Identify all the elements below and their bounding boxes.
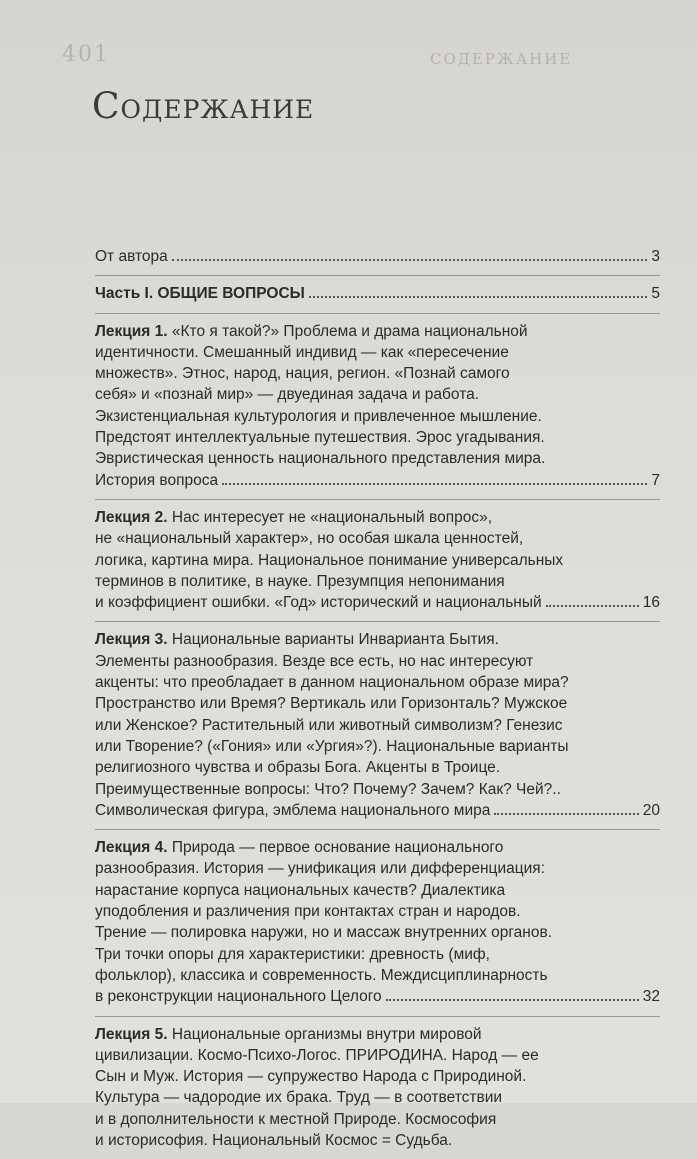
running-head-text: СОДЕРЖАНИЕ bbox=[430, 50, 573, 68]
toc-page-number: 3 bbox=[651, 248, 660, 265]
toc-entry-text: множеств». Этнос, народ, нация, регион. «Познай самого bbox=[95, 365, 510, 383]
toc-entry-text: Символическая фигура, эмблема национального мира bbox=[95, 801, 491, 819]
toc-entry-last-line bbox=[95, 470, 660, 491]
toc-entry-text: Пространство или Время? Вертикаль или Горизонталь? Мужское bbox=[95, 695, 568, 713]
toc-entry-line bbox=[95, 448, 660, 469]
table-of-contents bbox=[95, 246, 660, 1159]
toc-page-number: 7 bbox=[651, 471, 660, 489]
toc-entry-text: Национальные организмы внутри мировой bbox=[171, 1025, 482, 1043]
divider bbox=[95, 829, 660, 830]
toc-entry-text: Преимущественные вопросы: Что? Почему? Зачем? Как? Чей?.. bbox=[95, 780, 561, 798]
dot-leader bbox=[222, 483, 647, 485]
dot-leader bbox=[386, 999, 639, 1001]
toc-entry-line bbox=[95, 922, 660, 943]
lecture-heading: Лекция 1. bbox=[95, 322, 168, 340]
toc-entry-line bbox=[95, 651, 660, 672]
toc-entry-text: и коэффициент ошибки. «Год» исторический и национальный bbox=[95, 594, 542, 612]
toc-entry-text: Сын и Муж. История — супружество Народа с Природиной. bbox=[95, 1068, 527, 1086]
toc-entry-line bbox=[95, 757, 660, 778]
toc-entry-line bbox=[95, 736, 660, 757]
toc-entry-text: идентичности. Смешанный индивид — как «пересечение bbox=[95, 343, 509, 361]
toc-entry-line bbox=[95, 1066, 660, 1087]
divider bbox=[95, 621, 660, 622]
toc-entry-line bbox=[95, 629, 660, 650]
toc-entry-text: цивилизации. Космо-Психо-Логос. ПРИРОДИНА. Народ — ее bbox=[95, 1046, 539, 1064]
toc-entry-line bbox=[95, 693, 660, 714]
toc-entry-lecture-1[interactable] bbox=[95, 321, 660, 491]
toc-page-number: 20 bbox=[642, 801, 660, 819]
toc-entry-line bbox=[95, 342, 660, 363]
toc-entry-text: «Кто я такой?» Проблема и драма национальной bbox=[171, 322, 528, 340]
lecture-list bbox=[95, 321, 660, 1152]
toc-page-number: 5 bbox=[651, 285, 660, 303]
toc-entry-line bbox=[95, 1109, 660, 1130]
toc-entry-text: Эвристическая ценность национального представления мира. bbox=[95, 450, 546, 468]
toc-entry-text: История вопроса bbox=[95, 471, 219, 489]
toc-entry-line bbox=[95, 427, 660, 448]
toc-entry-text: или Женское? Растительный или животный символизм? Генезис bbox=[95, 716, 563, 734]
toc-entry-lecture-3[interactable] bbox=[95, 629, 660, 821]
toc-entry-line bbox=[95, 880, 660, 901]
toc-entry-last-line bbox=[95, 592, 660, 613]
toc-entry-text: и историсофия. Национальный Космос = Судьба. bbox=[95, 1131, 453, 1149]
lecture-heading: Лекция 3. bbox=[95, 631, 168, 649]
toc-entry-line bbox=[95, 1024, 660, 1045]
toc-entry-lecture-5[interactable] bbox=[95, 1024, 660, 1152]
toc-entry-text: фольклор), классика и современность. Междисциплинарность bbox=[95, 966, 548, 984]
toc-entry-line bbox=[95, 384, 660, 405]
lecture-heading: Лекция 5. bbox=[95, 1025, 168, 1043]
dot-leader bbox=[494, 813, 638, 815]
toc-entry-text: или Творение? («Гония» или «Ургия»?). Национальные варианты bbox=[95, 737, 569, 755]
toc-entry-line bbox=[95, 1045, 660, 1066]
toc-entry-text: нарастание корпуса национальных качеств? Диалектика bbox=[95, 881, 506, 899]
toc-entry-author[interactable] bbox=[95, 246, 660, 267]
toc-entry-text: Экзистенциальная культурология и привлеченное мышление. bbox=[95, 407, 542, 425]
toc-entry-line bbox=[95, 901, 660, 922]
toc-entry-line bbox=[95, 571, 660, 592]
toc-entry-text: разнообразия. История — унификация или дифференциация: bbox=[95, 860, 545, 878]
toc-entry-last-line bbox=[95, 800, 660, 821]
toc-entry-text: Нас интересует не «национальный вопрос», bbox=[171, 508, 493, 526]
toc-entry-text: Предстоят интеллектуальные путешествия. Эрос угадывания. bbox=[95, 429, 545, 447]
divider bbox=[95, 313, 660, 314]
toc-entry-label: Часть I. ОБЩИЕ ВОПРОСЫ bbox=[95, 285, 305, 303]
toc-entry-text: и в дополнительности к местной Природе. Космософия bbox=[95, 1110, 497, 1128]
toc-entry-text: себя» и «познай мир» — двуединая задача и работа. bbox=[95, 386, 480, 404]
dot-leader bbox=[172, 259, 648, 261]
lecture-heading: Лекция 2. bbox=[95, 508, 168, 526]
toc-entry-label: От автора bbox=[95, 248, 168, 265]
toc-entry-line bbox=[95, 715, 660, 736]
toc-entry-line bbox=[95, 837, 660, 858]
dot-leader bbox=[546, 605, 639, 607]
toc-entry-line bbox=[95, 965, 660, 986]
toc-entry-part-1[interactable] bbox=[95, 283, 660, 304]
toc-entry-line bbox=[95, 507, 660, 528]
toc-entry-line bbox=[95, 672, 660, 693]
dot-leader bbox=[309, 296, 648, 298]
divider bbox=[95, 1016, 660, 1017]
toc-entry-text: Культура — чадородие их брака. Труд — в соответствии bbox=[95, 1089, 503, 1107]
toc-entry-lecture-2[interactable] bbox=[95, 507, 660, 613]
divider bbox=[95, 499, 660, 500]
toc-entry-text: не «национальный характер», но особая шкала ценностей, bbox=[95, 530, 524, 548]
toc-entry-line bbox=[95, 363, 660, 384]
toc-entry-line bbox=[95, 779, 660, 800]
toc-entry-line bbox=[95, 550, 660, 571]
toc-entry-line bbox=[95, 321, 660, 342]
toc-entry-text: Национальные варианты Инварианта Бытия. bbox=[171, 631, 499, 649]
page-title: Содержание bbox=[92, 86, 315, 127]
page-number: 401 bbox=[62, 42, 110, 67]
toc-entry-line bbox=[95, 1087, 660, 1108]
lecture-heading: Лекция 4. bbox=[95, 839, 168, 857]
toc-entry-text: уподобления и различения при контактах стран и народов. bbox=[95, 903, 521, 921]
toc-entry-text: религиозного чувства и образы Бога. Акценты в Троице. bbox=[95, 759, 501, 777]
toc-entry-text: Природа — первое основание национального bbox=[171, 839, 504, 857]
toc-entry-text: Элементы разнообразия. Везде все есть, но нас интересуют bbox=[95, 652, 534, 670]
toc-page-number: 32 bbox=[642, 988, 660, 1006]
toc-entry-text: в реконструкции национального Целого bbox=[95, 988, 382, 1006]
toc-entry-text: Три точки опоры для характеристики: древность (миф, bbox=[95, 945, 490, 963]
toc-entry-line bbox=[95, 528, 660, 549]
toc-entry-line bbox=[95, 858, 660, 879]
toc-page-number: 16 bbox=[642, 594, 660, 612]
divider bbox=[95, 275, 660, 276]
toc-entry-text: Трение — полировка наружи, но и массаж внутренних органов. bbox=[95, 924, 553, 942]
toc-entry-last-line bbox=[95, 986, 660, 1007]
toc-entry-text: терминов в политике, в науке. Презумпция непонимания bbox=[95, 572, 505, 590]
toc-entry-line bbox=[95, 944, 660, 965]
toc-entry-lecture-4[interactable] bbox=[95, 837, 660, 1007]
toc-entry-text: акценты: что преобладает в данном национальном образе мира? bbox=[95, 674, 569, 692]
toc-entry-line bbox=[95, 406, 660, 427]
toc-entry-line bbox=[95, 1130, 660, 1151]
toc-entry-text: логика, картина мира. Национальное понимание универсальных bbox=[95, 551, 564, 569]
